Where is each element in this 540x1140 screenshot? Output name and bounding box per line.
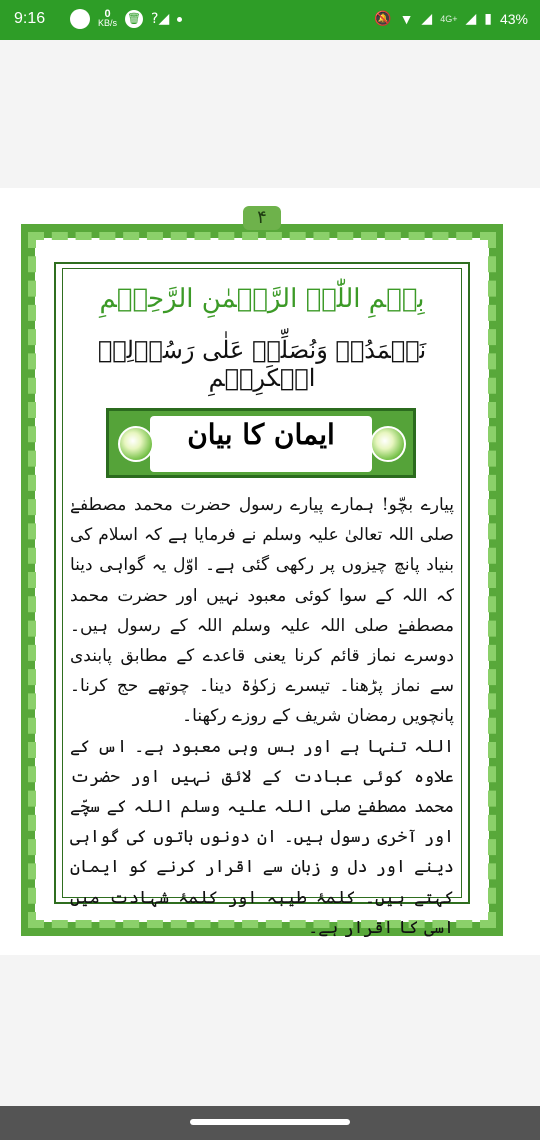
- banner-ornament-icon-right: [370, 426, 406, 462]
- status-left-icons: [70, 9, 182, 29]
- wifi-icon: ▼: [399, 10, 414, 27]
- chapter-body: [70, 490, 454, 943]
- signal-icon-2: ◢: [465, 10, 477, 26]
- battery-level: 43%: [499, 10, 528, 27]
- status-bar: [0, 0, 540, 40]
- banner-ornament-icon-left: [118, 426, 154, 462]
- page-number: ۴: [243, 206, 281, 230]
- salutation-heading: نَحۡمَدُہٗ وَنُصَلِّیۡ عَلٰی رَسُوۡلِہِ الۡکَرِیۡمِ: [97, 336, 427, 392]
- status-time: 9:16: [14, 10, 46, 27]
- status-right-icons: [374, 10, 528, 27]
- bismillah-heading: بِسۡمِ اللّٰہِ الرَّحۡمٰنِ الرَّحِیۡمِ: [99, 284, 425, 314]
- no-signal-icon: ?◢: [151, 11, 170, 27]
- trash-icon: 🗑: [125, 10, 143, 28]
- battery-icon: ▮: [484, 10, 492, 26]
- body-paragraph-2: اللہ تنہا ہے اور بس وہی معبود ہے۔ اس کے علاوہ کوئی عبادت کے لائق نہیں اور حضرت محمد مصطفےٰ صلی اللہ علیہ وسلم اللہ کے سچّے اور آخری رسول ہیں۔ ان دونوں باتوں کی گواہی دینے اور دل و زبان سے اقرار کرنے کو ایمان کہتے ہیں۔ کلمۂ طیبہ اور کلمۂ شہادت میں اسی کا اقرار ہے۔: [70, 736, 454, 938]
- dot-icon: [177, 17, 182, 22]
- data-rate-unit: KB/s: [98, 18, 118, 28]
- network-type-label: 4G+: [440, 13, 458, 24]
- home-gesture-handle[interactable]: [190, 1119, 350, 1125]
- body-paragraph-1: پیارے بچّو! ہمارے پیارے رسول حضرت محمد مصطفےٰ صلی اللہ تعالیٰ علیہ وسلم نے فرمایا ہے کہ اسلام کی بنیاد پانچ چیزوں پر رکھی گئی ہے۔ اوّل یہ گواہی دینا کہ اللہ کے سوا کوئی معبود نہیں اور حضرت محمد مصطفےٰ صلی اللہ علیہ وسلم اللہ کے رسول ہیں۔ دوسرے نماز قائم کرنا یعنی قاعدے کے مطابق پابندی سے نماز پڑھنا۔ تیسرے زکوٰۃ دینا۔ چوتھے حج کرنا۔ پانچویں رمضان شریف کے روزے رکھنا۔: [70, 495, 454, 727]
- signal-icon: ◢: [421, 10, 433, 26]
- notification-circle-icon: [70, 9, 90, 29]
- data-rate-value: 0: [104, 8, 111, 20]
- mute-icon: 🔕: [374, 10, 392, 26]
- chapter-title: ایمان کا بیان: [187, 418, 335, 451]
- data-rate-icon: [98, 10, 117, 28]
